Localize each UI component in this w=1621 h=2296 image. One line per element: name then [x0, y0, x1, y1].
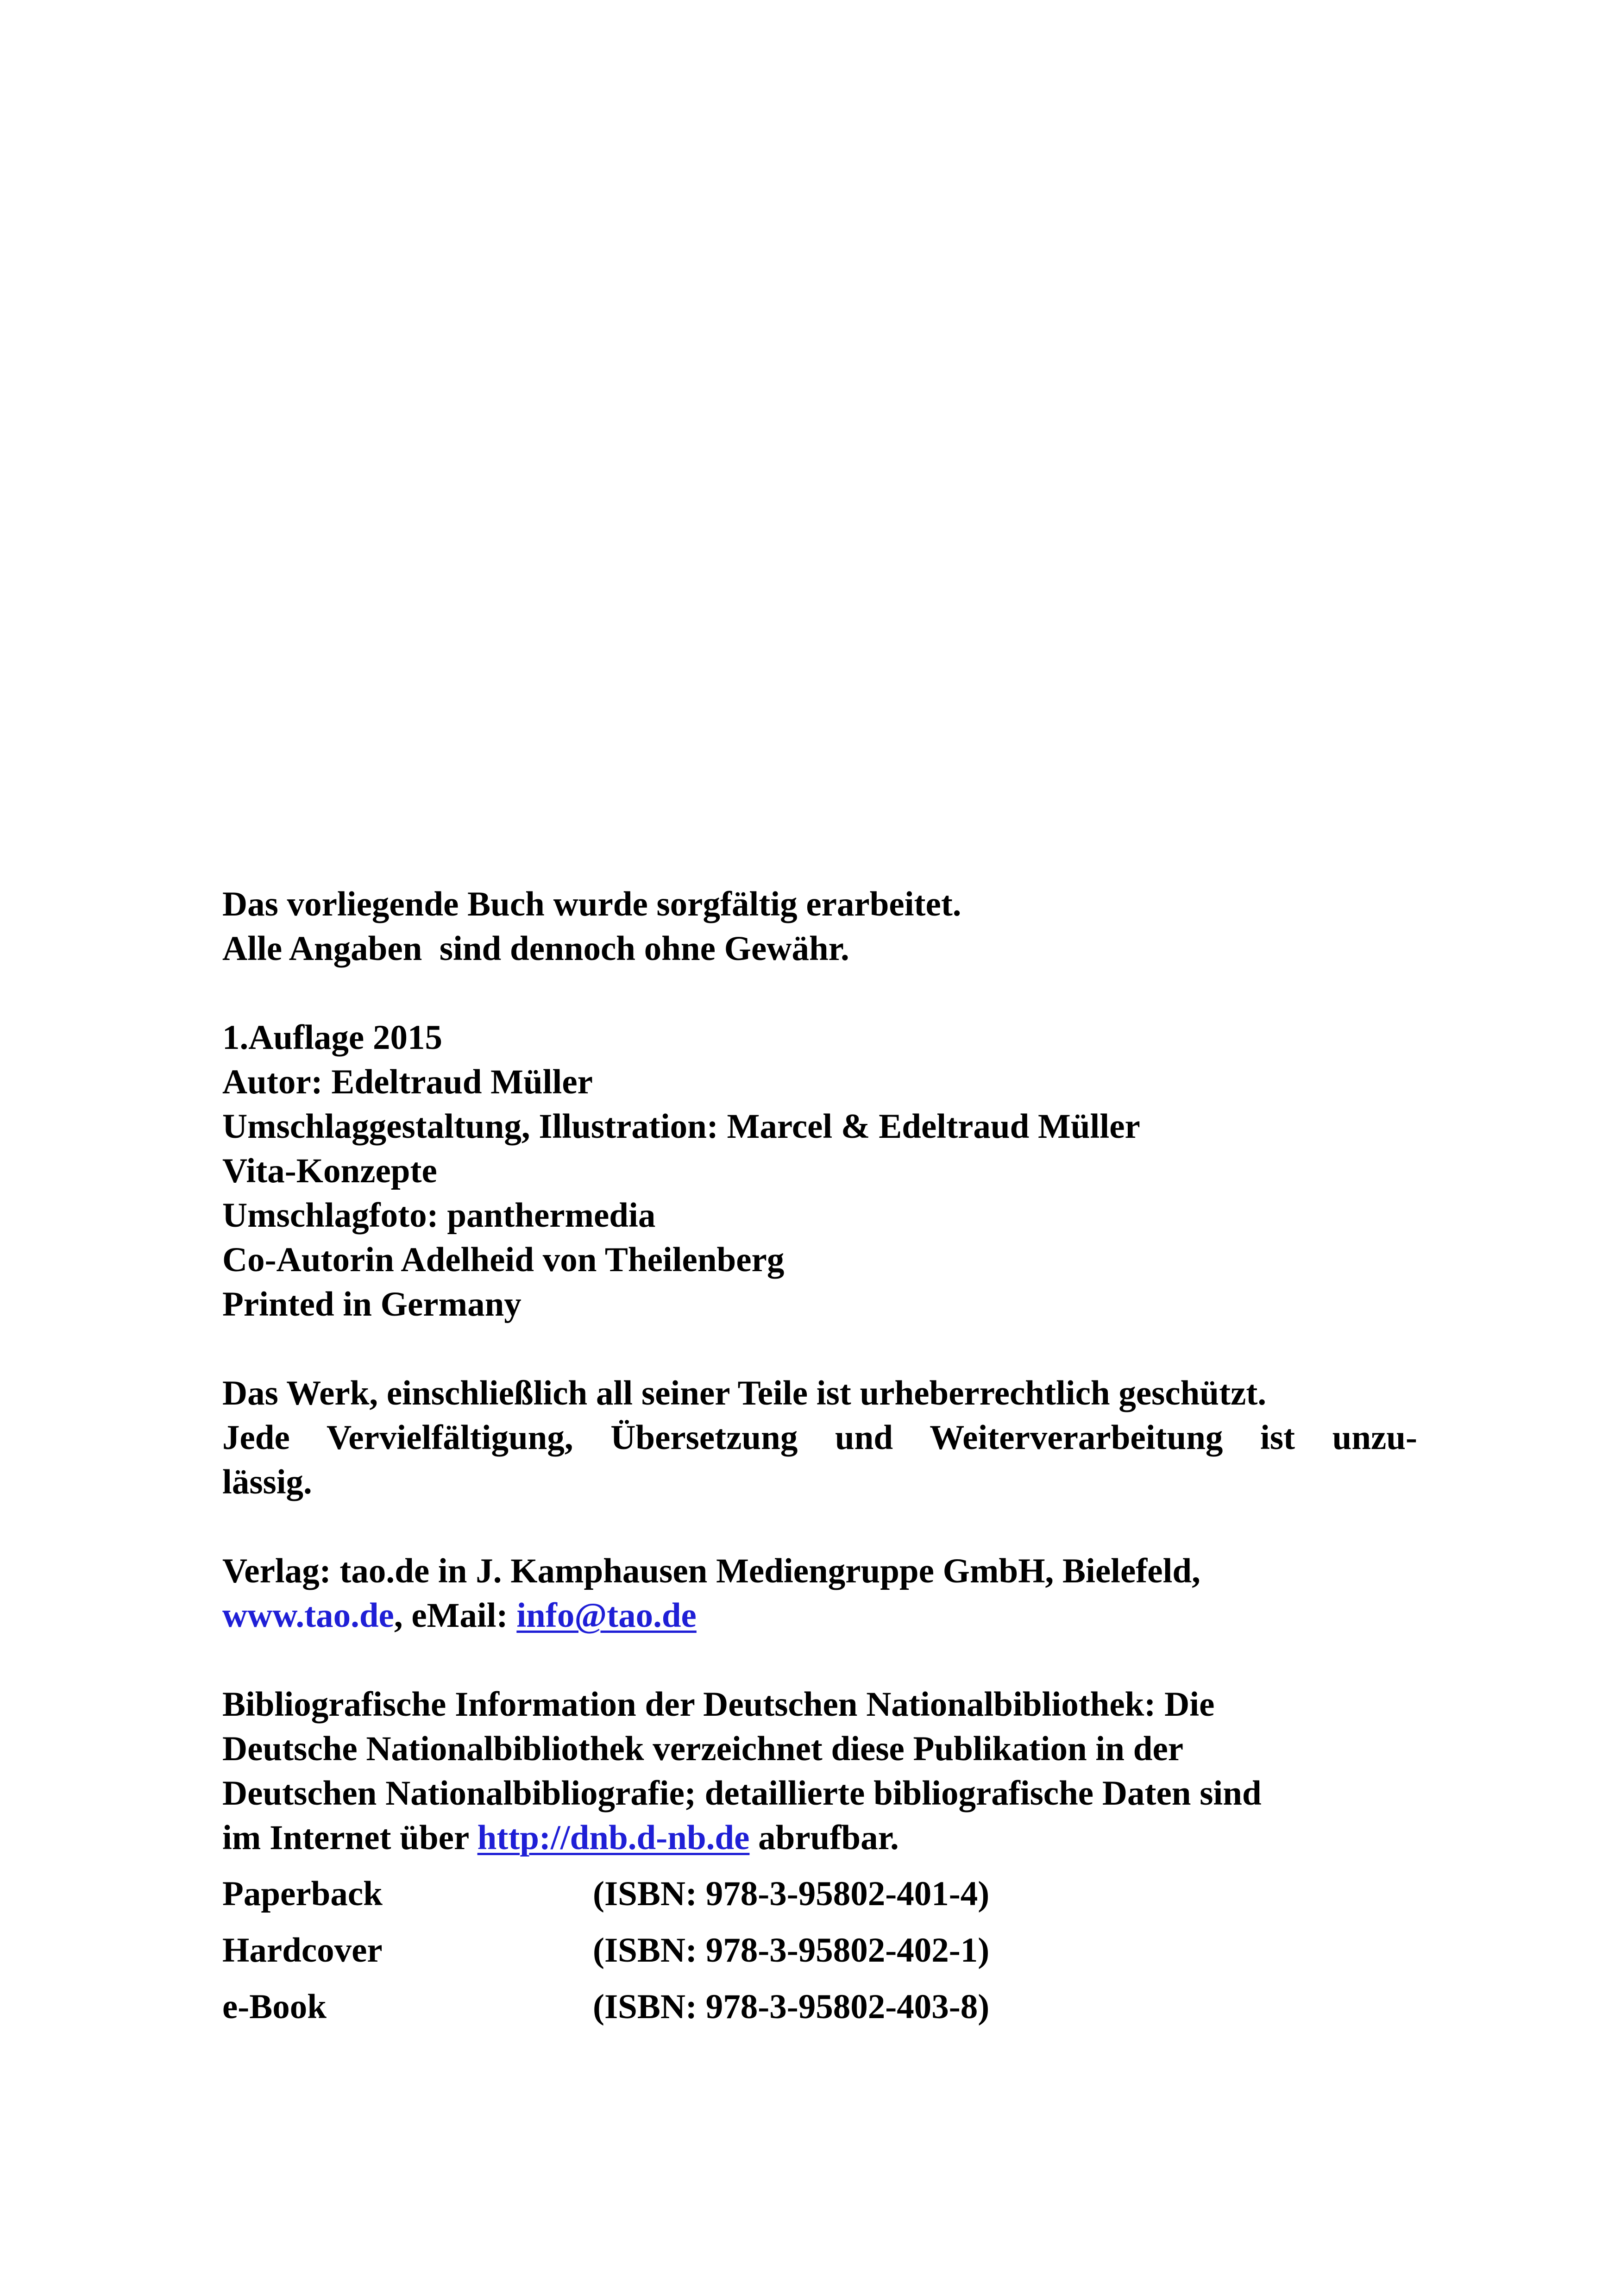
email-prefix: , eMail: — [394, 1596, 517, 1635]
vita-line: Vita-Konzepte — [222, 1152, 437, 1190]
disclaimer-line-1: Das vorliegende Buch wurde sorgfältig erarbeitet. — [222, 885, 961, 923]
disclaimer-line-2: Alle Angaben sind dennoch ohne Gewähr. — [222, 929, 849, 968]
co-author-line: Co-Autorin Adelheid von Theilenberg — [222, 1241, 785, 1279]
isbn-format: e-Book — [222, 1988, 327, 2026]
credits-block — [222, 1016, 1417, 1327]
bibliographic-block — [222, 1682, 1417, 1860]
isbn-row — [222, 1866, 989, 1922]
bibliographic-line-1: Bibliografische Information der Deutschen Nationalbibliothek: Die — [222, 1685, 1215, 1724]
isbn-table — [222, 1866, 989, 2035]
printed-line: Printed in Germany — [222, 1285, 521, 1324]
isbn-number: (ISBN: 978-3-95802-401-4) — [593, 1875, 990, 1913]
copyright-block — [222, 1371, 1417, 1505]
dnb-link[interactable]: http://dnb.d-nb.de — [477, 1819, 750, 1857]
isbn-row — [222, 1979, 989, 2035]
bibliographic-line-3: Deutschen Nationalbibliografie; detaillierte bibliografische Daten sind — [222, 1774, 1262, 1813]
copyright-line-3: lässig. — [222, 1463, 312, 1501]
isbn-number: (ISBN: 978-3-95802-402-1) — [593, 1931, 990, 1970]
bibliographic-line-2: Deutsche Nationalbibliothek verzeichnet diese Publikation in der — [222, 1730, 1184, 1768]
author-line: Autor: Edeltraud Müller — [222, 1063, 593, 1101]
email-link[interactable]: info@tao.de — [516, 1596, 697, 1635]
edition-line: 1.Auflage 2015 — [222, 1018, 442, 1057]
cover-photo-line: Umschlagfoto: panthermedia — [222, 1196, 656, 1235]
copyright-line-2: Jede Vervielfältigung, Übersetzung und Weiterverarbeitung ist unzu- — [222, 1418, 1417, 1457]
isbn-format: Hardcover — [222, 1931, 383, 1970]
bibliographic-line-4-prefix: im Internet über — [222, 1819, 478, 1857]
publisher-line-1: Verlag: tao.de in J. Kamphausen Mediengruppe GmbH, Bielefeld, — [222, 1552, 1200, 1590]
bibliographic-line-4-suffix: abrufbar. — [749, 1819, 899, 1857]
publisher-line-2 — [222, 1593, 1417, 1638]
isbn-format: Paperback — [222, 1875, 383, 1913]
publisher-block — [222, 1549, 1417, 1638]
isbn-number: (ISBN: 978-3-95802-403-8) — [593, 1988, 990, 2026]
cover-design-line: Umschlaggestaltung, Illustration: Marcel & Edeltraud Müller — [222, 1107, 1140, 1146]
copyright-line-1: Das Werk, einschließlich all seiner Teile ist urheberrechtlich geschützt. — [222, 1374, 1267, 1412]
bibliographic-line-4 — [222, 1816, 1417, 1860]
isbn-row — [222, 1922, 989, 1979]
disclaimer-block — [222, 882, 1417, 971]
website-link[interactable]: www.tao.de — [222, 1596, 394, 1635]
imprint-content — [222, 882, 1417, 2035]
